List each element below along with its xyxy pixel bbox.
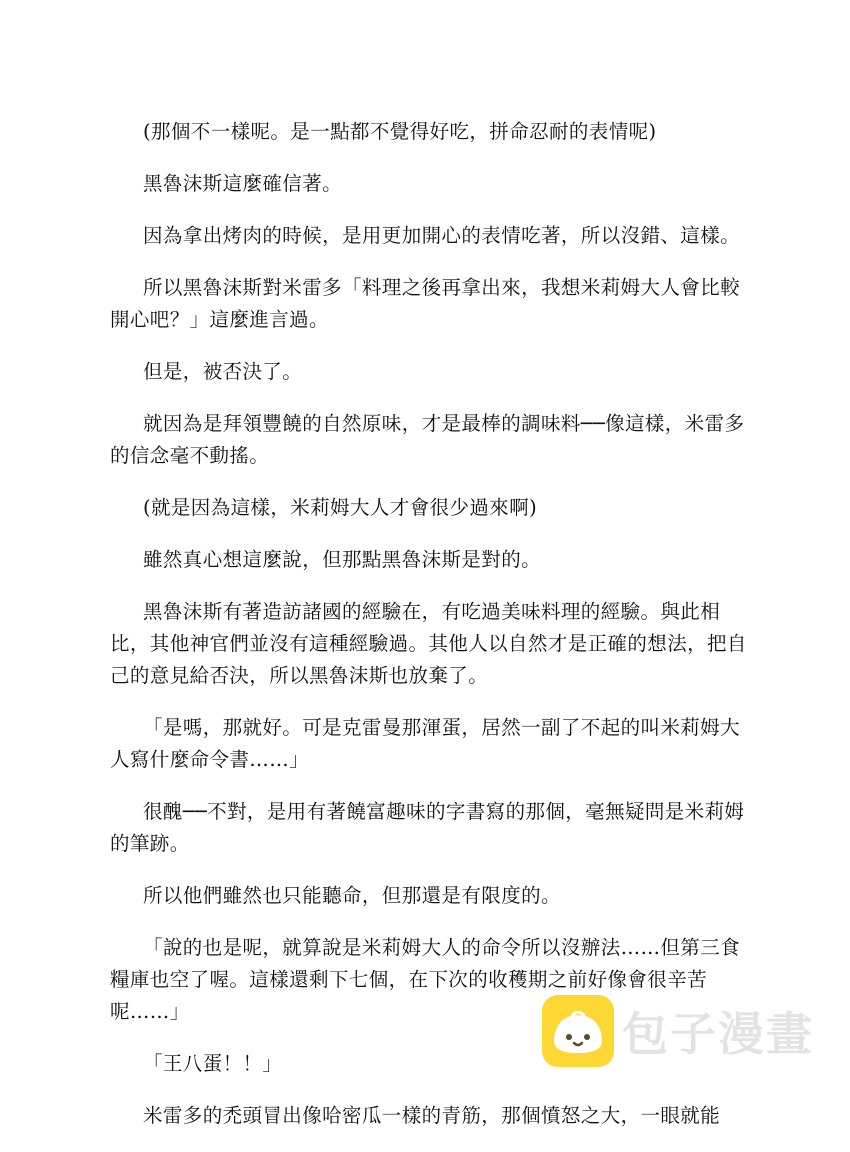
paragraph: 因為拿出烤肉的時候，是用更加開心的表情吃著，所以沒錯、這樣。 <box>143 224 741 247</box>
paragraph: 雖然真心想這麼說，但那點黑魯沫斯是對的。 <box>143 548 542 571</box>
paragraph: 「王八蛋！！」 <box>143 1052 283 1075</box>
watermark <box>542 994 814 1068</box>
paragraph: 但是，被否決了。 <box>143 360 303 383</box>
paragraph: 黑魯沫斯有著造訪諸國的經驗在，有吃過美味料理的經驗。與此相比，其他神官們並沒有這種經驗過。其他人以自然才是正確的想法，把自己的意見給否決，所以黑魯沫斯也放棄了。 <box>110 600 747 687</box>
paragraph: (就是因為這樣，米莉姆大人才會很少過來啊) <box>143 496 538 519</box>
paragraph: 米雷多的禿頭冒出像哈密瓜一樣的青筋，那個憤怒之大，一眼就能 <box>143 1104 721 1127</box>
paragraph: 「說的也是呢，就算說是米莉姆大人的命令所以沒辦法……但第三食糧庫也空了喔。這樣還剩下七個，在下次的收穫期之前好像會很辛苦呢……」 <box>110 936 741 1023</box>
paragraph: 黑魯沫斯這麼確信著。 <box>143 172 343 195</box>
paragraph: 就因為是拜領豐饒的自然原味，才是最棒的調味料──像這樣，米雷多的信念毫不動搖。 <box>110 412 745 467</box>
paragraph: 很醜──不對，是用有著饒富趣味的字書寫的那個，毫無疑問是米莉姆的筆跡。 <box>110 800 745 855</box>
paragraph: 所以黑魯沫斯對米雷多「料理之後再拿出來，我想米莉姆大人會比較開心吧？」這麼進言過。 <box>110 276 741 331</box>
watermark-text: 包子漫畫 <box>622 1007 814 1061</box>
bun-face-icon <box>542 995 614 1067</box>
paragraph: 所以他們雖然也只能聽命，但那還是有限度的。 <box>143 884 561 907</box>
paragraph: 「是嗎，那就好。可是克雷曼那渾蛋，居然一副了不起的叫米莉姆大人寫什麼命令書……」 <box>110 716 741 771</box>
paragraph: (那個不一樣呢。是一點都不覺得好吃，拼命忍耐的表情呢) <box>143 120 657 143</box>
